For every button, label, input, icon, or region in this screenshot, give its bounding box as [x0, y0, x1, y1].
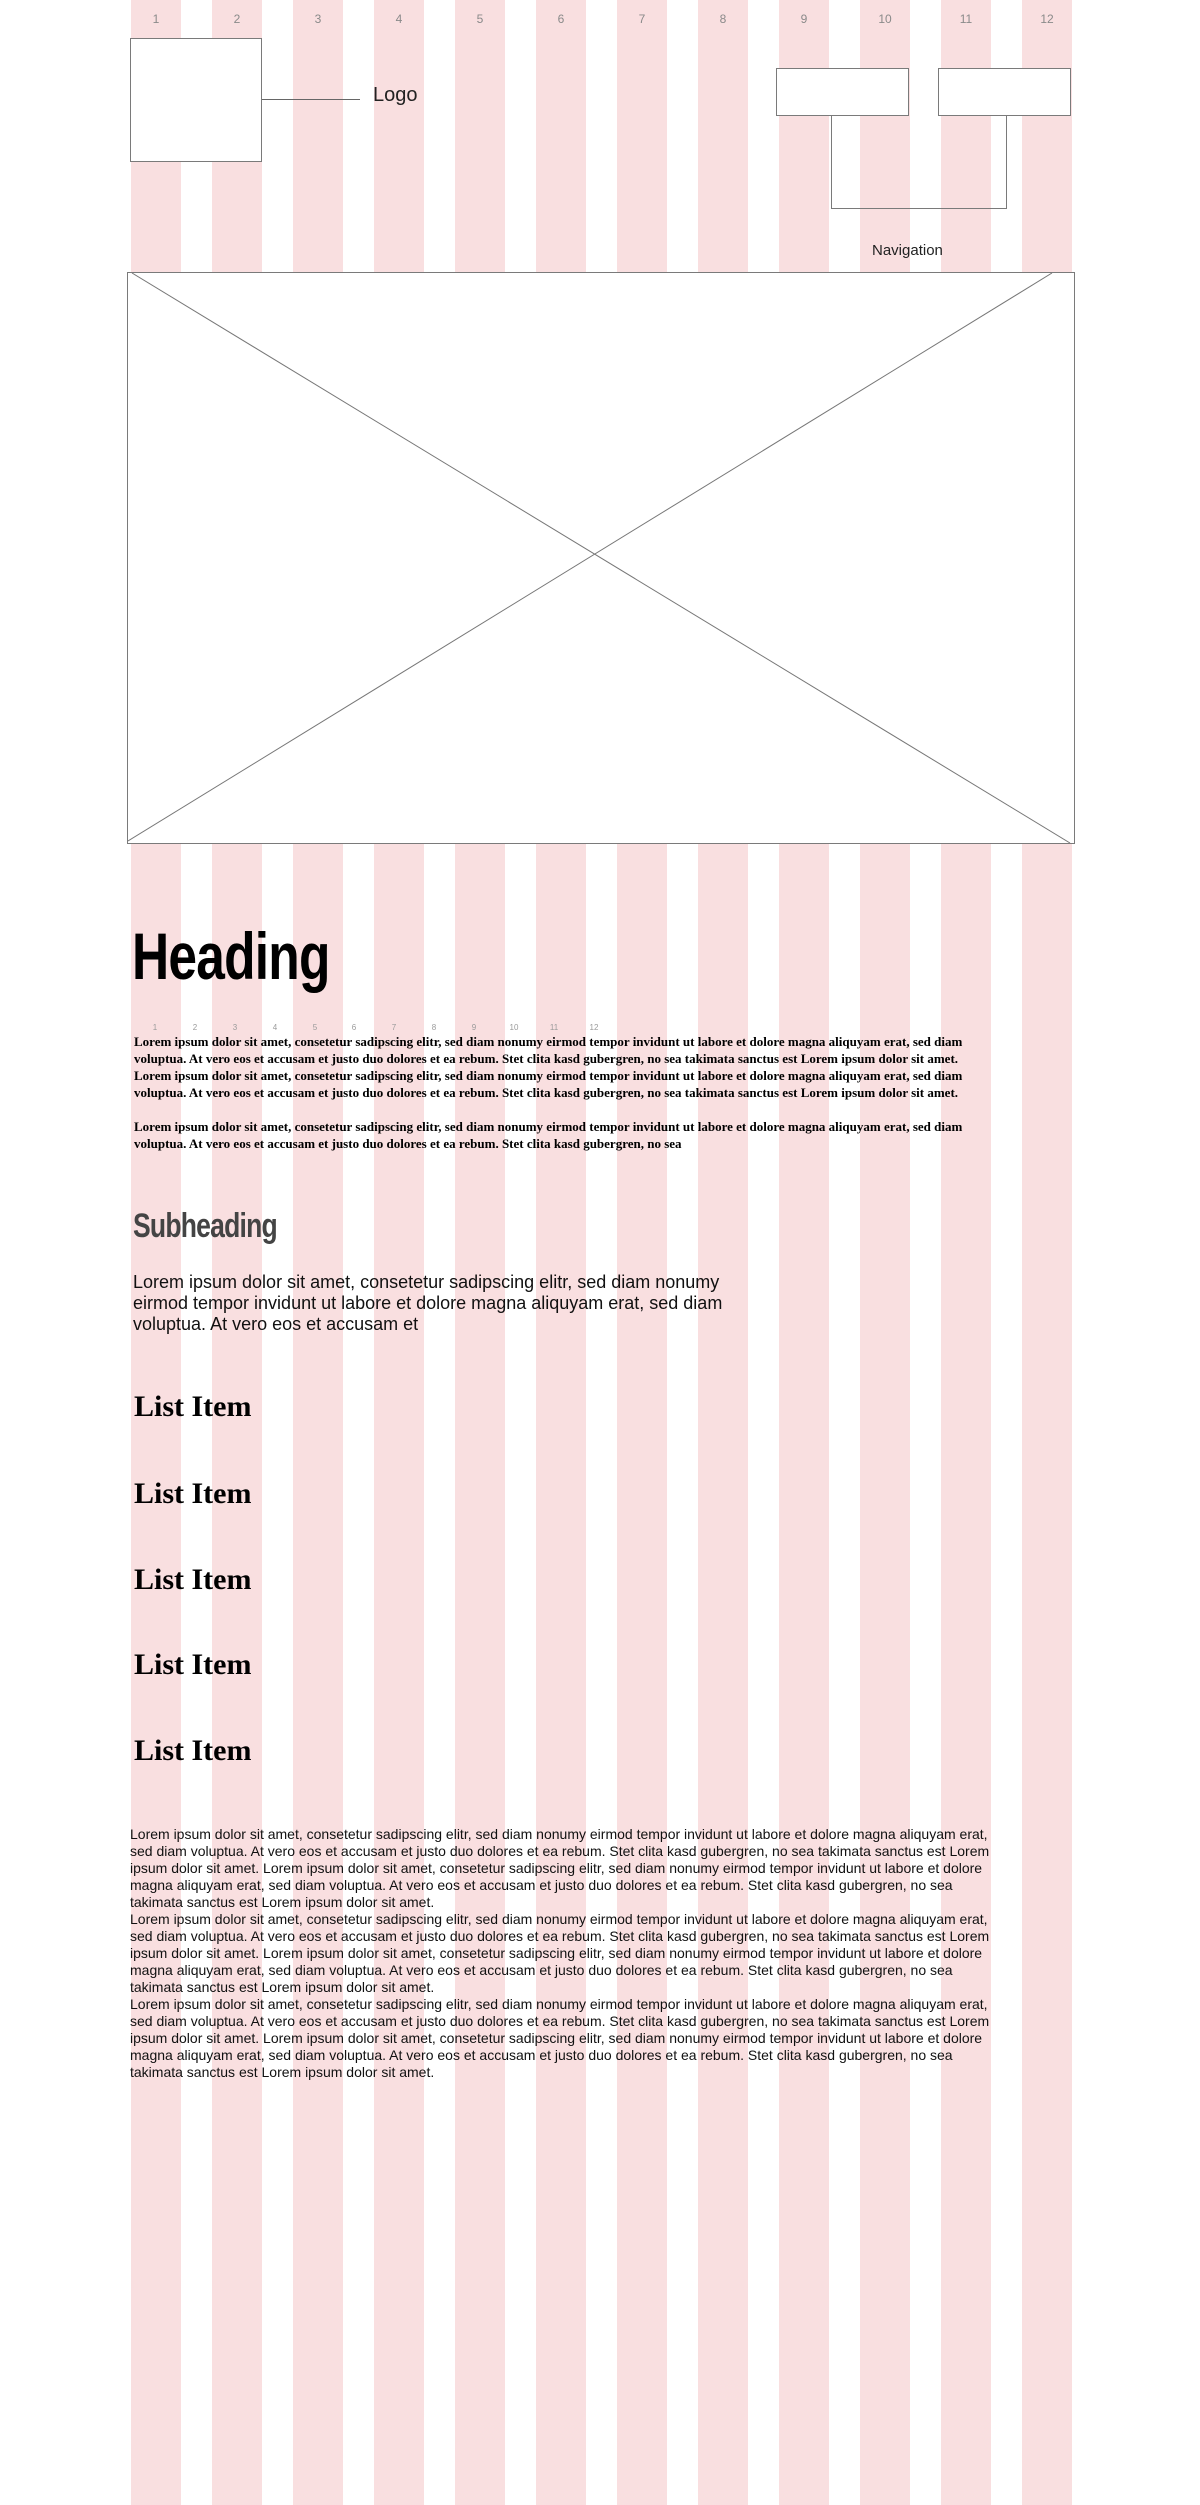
small-column-number: 8	[431, 1023, 437, 1032]
small-column-number: 7	[391, 1023, 397, 1032]
nav-bracket	[831, 116, 1007, 209]
small-column-number: 1	[152, 1023, 158, 1032]
body-paragraph: Lorem ipsum dolor sit amet, consetetur sadipscing elitr, sed diam nonumy eirmod tempor invidunt ut labore et dolore magna aliquyam erat, sed diam voluptua. At vero eos et accusam et justo duo dolores et ea rebum. Stet clita kasd gubergren, no sea takimata sanctus est Lorem ipsum dolor sit amet. Lorem ipsum dolor sit amet, consetetur sadipscing elitr, sed diam nonumy eirmod tempor invidunt ut labore et dolore magna aliquyam erat, sed diam voluptua. At vero eos et accusam et justo duo dolores et ea rebum. Stet clita kasd gubergren, no sea takimata sanctus est Lorem ipsum dolor sit amet.	[130, 1911, 990, 1995]
small-column-number: 12	[589, 1023, 599, 1032]
body-paragraph: Lorem ipsum dolor sit amet, consetetur sadipscing elitr, sed diam nonumy eirmod tempor invidunt ut labore et dolore magna aliquyam erat, sed diam voluptua. At vero eos et accusam et justo duo dolores et ea rebum. Stet clita kasd gubergren, no sea takimata sanctus est Lorem ipsum dolor sit amet. Lorem ipsum dolor sit amet, consetetur sadipscing elitr, sed diam nonumy eirmod tempor invidunt ut labore et dolore magna aliquyam erat, sed diam voluptua. At vero eos et accusam et justo duo dolores et ea rebum. Stet clita kasd gubergren, no sea takimata sanctus est Lorem ipsum dolor sit amet.	[130, 1996, 990, 2080]
small-column-number: 4	[272, 1023, 278, 1032]
list-item[interactable]: List Item	[134, 1648, 252, 1681]
small-column-number: 3	[232, 1023, 238, 1032]
logo-label: Logo	[373, 84, 418, 106]
column-number: 4	[395, 12, 403, 26]
column-number: 6	[557, 12, 565, 26]
logo-placeholder[interactable]	[130, 38, 262, 162]
page-heading: Heading	[132, 919, 330, 993]
column-number: 10	[878, 12, 892, 26]
small-column-number: 9	[471, 1023, 477, 1032]
list-item[interactable]: List Item	[134, 1390, 252, 1423]
small-column-number: 11	[549, 1023, 559, 1032]
list-item[interactable]: List Item	[134, 1563, 252, 1596]
intro-paragraph-2: Lorem ipsum dolor sit amet, consetetur sadipscing elitr, sed diam nonumy eirmod tempor invidunt ut labore et dolore magna aliquyam erat, sed diam voluptua. At vero eos et accusam et justo duo dolores et ea rebum. Stet clita kasd gubergren, no sea	[134, 1119, 963, 1151]
column-number: 2	[233, 12, 241, 26]
subheading: Subheading	[133, 1207, 277, 1245]
sub-paragraph: Lorem ipsum dolor sit amet, consetetur sadipscing elitr, sed diam nonumy eirmod tempor invidunt ut labore et dolore magna aliquyam erat, sed diam voluptua. At vero eos et accusam et	[133, 1272, 723, 1334]
small-column-number: 2	[192, 1023, 198, 1032]
column-number: 12	[1040, 12, 1054, 26]
small-column-number: 10	[509, 1023, 519, 1032]
nav-button-2[interactable]	[938, 68, 1071, 116]
body-paragraph: Lorem ipsum dolor sit amet, consetetur sadipscing elitr, sed diam nonumy eirmod tempor invidunt ut labore et dolore magna aliquyam erat, sed diam voluptua. At vero eos et accusam et justo duo dolores et ea rebum. Stet clita kasd gubergren, no sea takimata sanctus est Lorem ipsum dolor sit amet. Lorem ipsum dolor sit amet, consetetur sadipscing elitr, sed diam nonumy eirmod tempor invidunt ut labore et dolore magna aliquyam erat, sed diam voluptua. At vero eos et accusam et justo duo dolores et ea rebum. Stet clita kasd gubergren, no sea takimata sanctus est Lorem ipsum dolor sit amet.	[130, 1826, 990, 1910]
column-number: 5	[476, 12, 484, 26]
nav-button-1[interactable]	[776, 68, 909, 116]
hero-image-placeholder[interactable]	[127, 272, 1075, 844]
image-placeholder-icon	[128, 273, 1074, 843]
column-number: 7	[638, 12, 646, 26]
logo-connector-line	[262, 99, 360, 100]
list-item[interactable]: List Item	[134, 1734, 252, 1767]
intro-paragraph: Lorem ipsum dolor sit amet, consetetur sadipscing elitr, sed diam nonumy eirmod tempor invidunt ut labore et dolore magna aliquyam erat, sed diam voluptua. At vero eos et accusam et justo duo dolores et ea rebum. Stet clita kasd gubergren, no sea takimata sanctus est Lorem ipsum dolor sit amet. Lorem ipsum dolor sit amet, consetetur sadipscing elitr, sed diam nonumy eirmod tempor invidunt ut labore et dolore magna aliquyam erat, sed diam voluptua. At vero eos et accusam et justo duo dolores et ea rebum. Stet clita kasd gubergren, no sea takimata sanctus est Lorem ipsum dolor sit amet.	[134, 1034, 963, 1100]
list-item[interactable]: List Item	[134, 1477, 252, 1510]
column-number: 8	[719, 12, 727, 26]
navigation-label: Navigation	[872, 242, 943, 259]
column-number: 9	[800, 12, 808, 26]
column-number: 11	[959, 12, 973, 26]
column-number: 3	[314, 12, 322, 26]
small-column-number: 6	[351, 1023, 357, 1032]
small-column-number: 5	[312, 1023, 318, 1032]
column-number: 1	[152, 12, 160, 26]
